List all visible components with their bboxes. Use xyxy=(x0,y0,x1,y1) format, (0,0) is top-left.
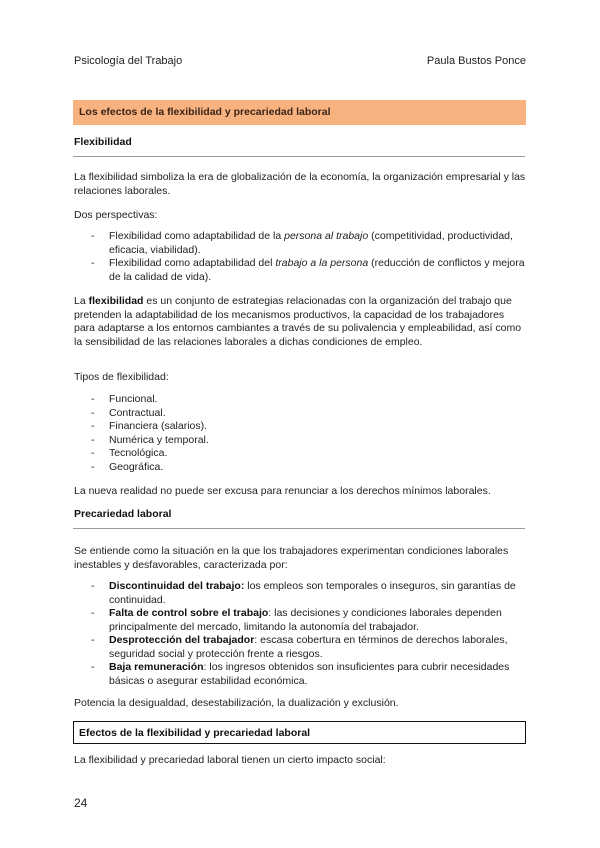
list-item: - Financiera (salarios). xyxy=(91,420,208,432)
perspectives-list xyxy=(74,230,526,284)
dash-bullet: - xyxy=(91,447,95,459)
paragraph-flexibilidad-intro: La flexibilidad simboliza la era de globalización de la economía, la organización empresarial y las relaciones laborales. xyxy=(74,171,526,197)
section-title-banner: Los efectos de la flexibilidad y precariedad laboral xyxy=(73,100,526,125)
feature-term: Discontinuidad del trabajo: xyxy=(109,580,245,592)
dash-bullet: - xyxy=(91,393,95,405)
feature-term: Desprotección del trabajador xyxy=(109,634,255,646)
precariedad-features-list xyxy=(74,580,526,688)
list-item: - Baja remuneración: los ingresos obtenidos son insuficientes para cubrir necesidades básicas o asegurar estabilidad económica. xyxy=(91,661,510,687)
list-item: - Geográfica. xyxy=(91,460,164,473)
dash-bullet: - xyxy=(91,607,95,619)
subheading-flexibilidad: Flexibilidad xyxy=(74,136,132,148)
subheading-precariedad: Precariedad laboral xyxy=(74,508,172,520)
defined-term: flexibilidad xyxy=(88,295,144,307)
emphasis-text: trabajo a la persona xyxy=(275,257,369,269)
paragraph-flexibilidad-closing: La nueva realidad no puede ser excusa para renunciar a los derechos mínimos laborales. xyxy=(74,485,491,497)
types-list xyxy=(74,393,526,474)
feature-term: Falta de control sobre el trabajo xyxy=(109,607,269,619)
list-item: - Falta de control sobre el trabajo: las decisiones y condiciones laborales dependen principalmente del mercado, limitando la autonomía del trabajador. xyxy=(91,607,502,633)
list-item: - Tecnológica. xyxy=(91,447,168,459)
list-item: - Contractual. xyxy=(91,406,166,419)
dash-bullet: - xyxy=(91,433,95,446)
dash-bullet: - xyxy=(91,661,95,673)
paragraph-perspectives-label: Dos perspectivas: xyxy=(74,209,158,221)
dash-bullet: - xyxy=(91,580,95,592)
page-number: 24 xyxy=(74,796,88,810)
list-item: - Flexibilidad como adaptabilidad de la persona al trabajo (competitividad, productividad, eficacia, viabilidad). xyxy=(91,230,513,256)
emphasis-text: persona al trabajo xyxy=(284,230,369,242)
list-item: - Desprotección del trabajador: escasa cobertura en términos de derechos laborales, seguridad social y protección frente a riesgos. xyxy=(91,634,508,660)
dash-bullet: - xyxy=(91,460,95,473)
divider-flexibilidad xyxy=(73,156,525,157)
list-item: - Numérica y temporal. xyxy=(91,433,209,446)
paragraph-efectos-intro: La flexibilidad y precariedad laboral tienen un cierto impacto social: xyxy=(74,754,386,766)
header-author: Paula Bustos Ponce xyxy=(426,55,526,67)
list-item: - Discontinuidad del trabajo: los empleos son temporales o inseguros, sin garantías de continuidad. xyxy=(91,580,516,606)
paragraph-types-label: Tipos de flexibilidad: xyxy=(74,371,169,383)
dash-bullet: - xyxy=(91,420,95,432)
boxed-heading-efectos: Efectos de la flexibilidad y precariedad laboral xyxy=(73,721,526,744)
dash-bullet: - xyxy=(91,230,95,242)
divider-precariedad xyxy=(73,528,525,529)
paragraph-flexibilidad-definition: La flexibilidad es un conjunto de estrategias relacionadas con la organización del trabajo que pretenden la adaptabilidad de los mecanismos productivos, la capacidad de los trabajadores para adaptarse a los entornos cambiantes a través de su polivalencia y empleabilidad, así como la sensibilidad de las relaciones laborales a dichas condiciones de empleo. xyxy=(74,295,522,348)
list-item: - Funcional. xyxy=(91,393,158,405)
header-subject: Psicología del Trabajo xyxy=(74,55,183,67)
dash-bullet: - xyxy=(91,257,95,269)
feature-term: Baja remuneración xyxy=(109,661,204,673)
list-item: - Flexibilidad como adaptabilidad del trabajo a la persona (reducción de conflictos y mejora de la calidad de vida). xyxy=(91,257,525,283)
dash-bullet: - xyxy=(91,406,95,419)
paragraph-precariedad-intro: Se entiende como la situación en la que los trabajadores experimentan condiciones laborales inestables y desfavorables, caracterizada por: xyxy=(74,545,509,571)
dash-bullet: - xyxy=(91,634,95,646)
paragraph-precariedad-closing: Potencia la desigualdad, desestabilización, la dualización y exclusión. xyxy=(74,697,399,709)
